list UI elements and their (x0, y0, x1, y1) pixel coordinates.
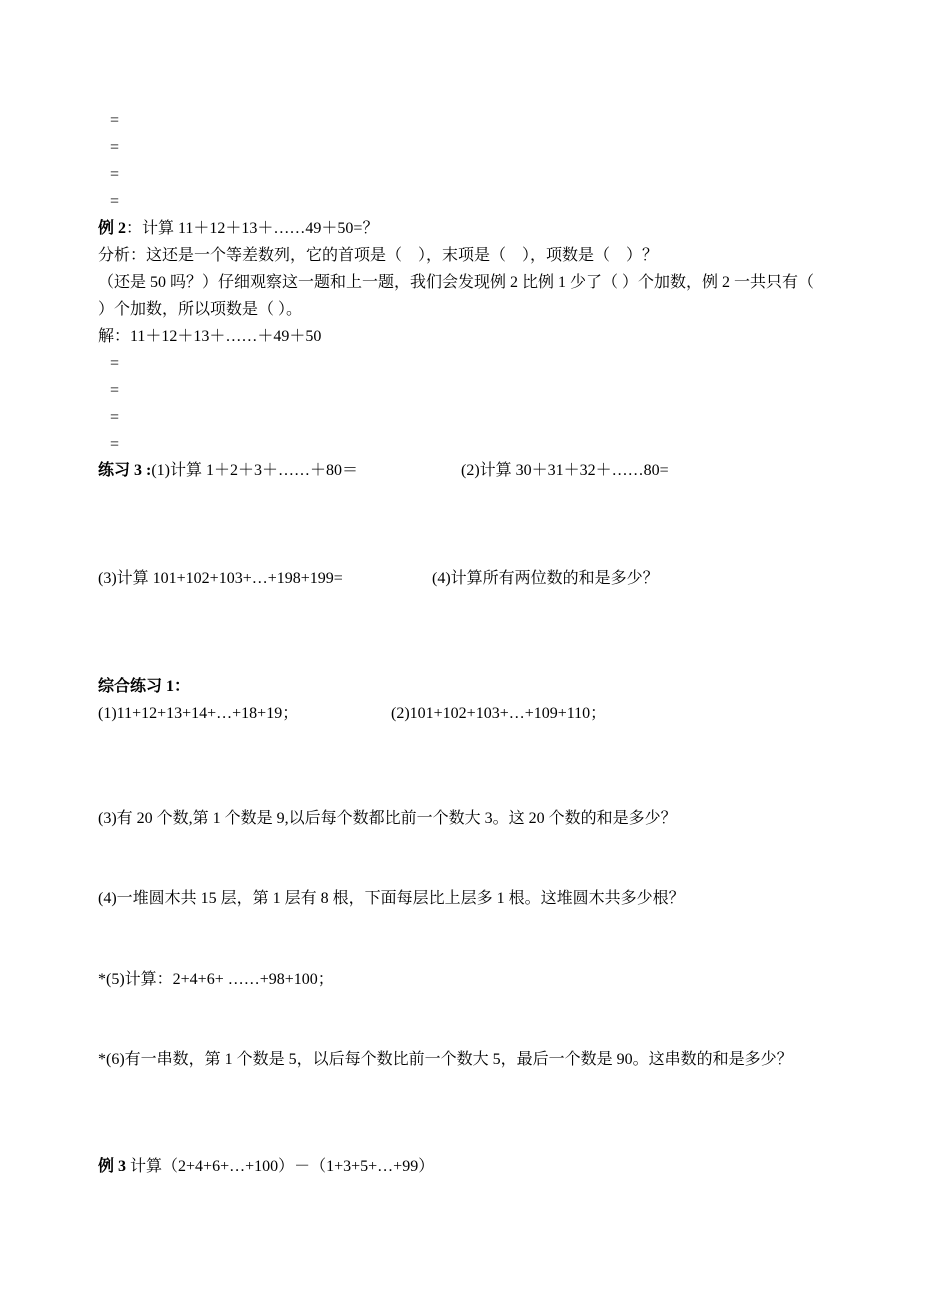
equals-line: = (110, 193, 120, 210)
example-3-label: 例 3 (98, 1158, 127, 1175)
example-3-text: 计算（2+4+6+…+100）－（1+3+5+…+99） (126, 1158, 435, 1175)
example-2-heading (98, 219, 378, 239)
example-2-label: 例 2 (98, 220, 127, 237)
equals-line: = (110, 355, 120, 372)
equals-line: = (110, 112, 120, 129)
comprehensive-1-q1: (1)11+12+13+14+…+18+19； (98, 705, 299, 722)
example-2-analysis-end: ）个加数，所以项数是（ ）。 (98, 301, 303, 318)
comprehensive-1-q6: *(6)有一串数，第 1 个数是 5，以后每个数比前一个数大 5，最后一个数是 90。这串数的和是多少？ (98, 1051, 793, 1068)
example-3-heading (98, 1157, 434, 1177)
equals-line: = (110, 382, 120, 399)
example-2-text: ：计算 11＋12＋13＋……49＋50=？ (126, 220, 379, 237)
practice-3-q1-line (98, 461, 358, 481)
practice-3-q1: (1)计算 1＋2＋3＋……＋80＝ (151, 462, 359, 479)
equals-line: = (110, 409, 120, 426)
equals-line: = (110, 166, 120, 183)
comprehensive-1-q4: (4)一堆圆木共 15 层，第 1 层有 8 根，下面每层比上层多 1 根。这堆圆木共多少根？ (98, 890, 685, 907)
comprehensive-1-q2: (2)101+102+103+…+109+110； (391, 705, 607, 722)
comprehensive-1-label: 综合练习 1： (98, 678, 191, 695)
example-2-analysis-cont: （还是 50 吗？）仔细观察这一题和上一题，我们会发现例 2 比例 1 少了（ ）个加数，例 2 一共只有（ (98, 274, 815, 291)
example-2-solution: 解：11＋12＋13＋……＋49＋50 (98, 328, 322, 345)
comprehensive-1-q3: (3)有 20 个数,第 1 个数是 9,以后每个数都比前一个数大 3。这 20 个数的和是多少？ (98, 810, 677, 827)
comprehensive-1-q5: *(5)计算：2+4+6+ ……+98+100； (98, 971, 334, 988)
example-2-analysis: 分析：这还是一个等差数列，它的首项是（ ），末项是（ ），项数是（ ）？ (98, 247, 659, 264)
practice-3-q2: (2)计算 30＋31＋32＋……80= (461, 462, 669, 479)
equals-line: = (110, 436, 120, 453)
practice-3-q4: (4)计算所有两位数的和是多少？ (432, 570, 659, 587)
equals-line: = (110, 139, 120, 156)
practice-3-label: 练习 3 : (98, 462, 152, 479)
practice-3-q3: (3)计算 101+102+103+…+198+199= (98, 570, 343, 587)
